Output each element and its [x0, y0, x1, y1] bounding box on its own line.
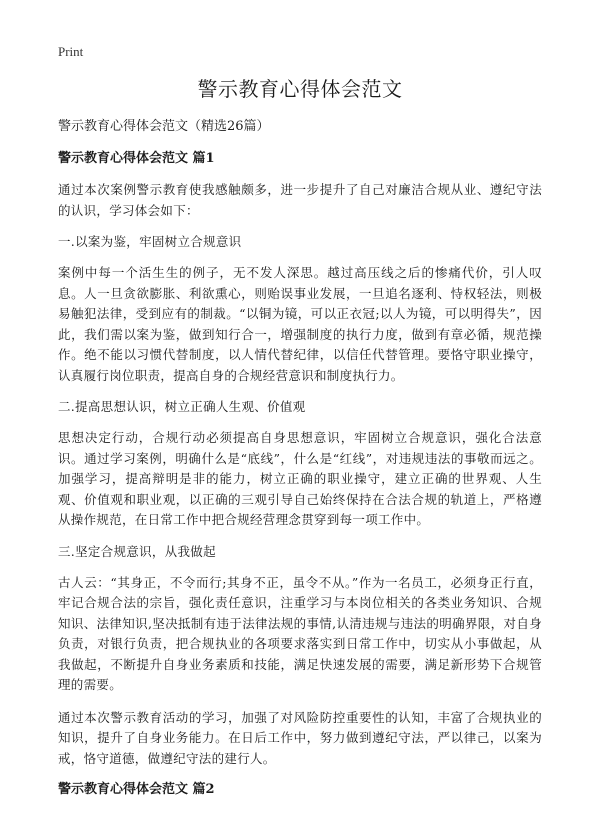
intro-paragraph: 通过本次案例警示教育使我感触颇多，进一步提升了自己对廉洁合规从业、遵纪守法的认识，学习体会如下：: [58, 182, 542, 218]
conclusion-paragraph: 通过本次警示教育活动的学习，加强了对风险防控重要性的认知，丰富了合规执业的知识，提升了自身业务能力。在日后工作中，努力做到遵纪守法，严以律己，以案为戒，恪守道德，做遵纪守法的建行人。: [58, 709, 542, 766]
section-heading-1: 警示教育心得体会范文 篇1: [58, 151, 215, 166]
point-body-2: 思想决定行动，合规行动必须提高自身思想意识，牢固树立合规意识，强化合法意识。通过学习案例，明确什么是“底线”，什么是“红线”，对违规违法的事敬而远之。加强学习，提高辩明是非的能力，树立正确的职业操守，建立正确的世界观、人生观、价值观和职业观，以正确的三观引导自己始终保持在合法合规的轨道上，严格遵从操作规范，在日常工作中把合规经营理念贯穿到每一项工作中。: [58, 430, 542, 527]
document-subtitle: 警示教育心得体会范文（精选26篇）: [58, 119, 270, 134]
point-body-3: 古人云：“其身正，不令而行;其身不正，虽令不从。”作为一名员工，必须身正行直，牢记合规合法的宗旨，强化责任意识，注重学习与本岗位相关的各类业务知识、合规知识、法律知识,坚决抵制有违于法律法规的事情,认清违规与违法的明确界限，对自身负责，对银行负责，把合规执业的各项要求落实到日常工作中，切实从小事做起，从我做起，不断提升自身业务素质和技能，满足快速发展的需要，满足新形势下合规管理的需要。: [58, 574, 542, 692]
point-heading-1: 一.以案为鉴，牢固树立合规意识: [58, 234, 242, 249]
page-title: 警示教育心得体会范文: [197, 77, 403, 101]
point-heading-2: 二.提高思想认识，树立正确人生观、价值观: [58, 399, 306, 414]
point-heading-3: 三.坚定合规意识，从我做起: [58, 543, 216, 559]
point-body-1: 案例中每一个活生生的例子，无不发人深思。越过高压线之后的惨痛代价，引人叹息。人一旦贪欲膨胀、利欲熏心，则贻误事业发展，一旦追名逐利、恃权轻法，则极易触犯法律，受到应有的制裁。“以铜为镜，可以正衣冠;以人为镜，可以明得失”，因此，我们需以案为鉴，做到知行合一，增强制度的执行力度，做到有章必循，规范操作。绝不能以习惯代替制度，以人情代替纪律，以信任代替管理。要恪守职业操守，认真履行岗位职责，提高自身的合规经营意识和制度执行力。: [58, 265, 542, 383]
section-heading-2: 警示教育心得体会范文 篇2: [58, 782, 215, 797]
print-link[interactable]: Print: [58, 44, 84, 59]
